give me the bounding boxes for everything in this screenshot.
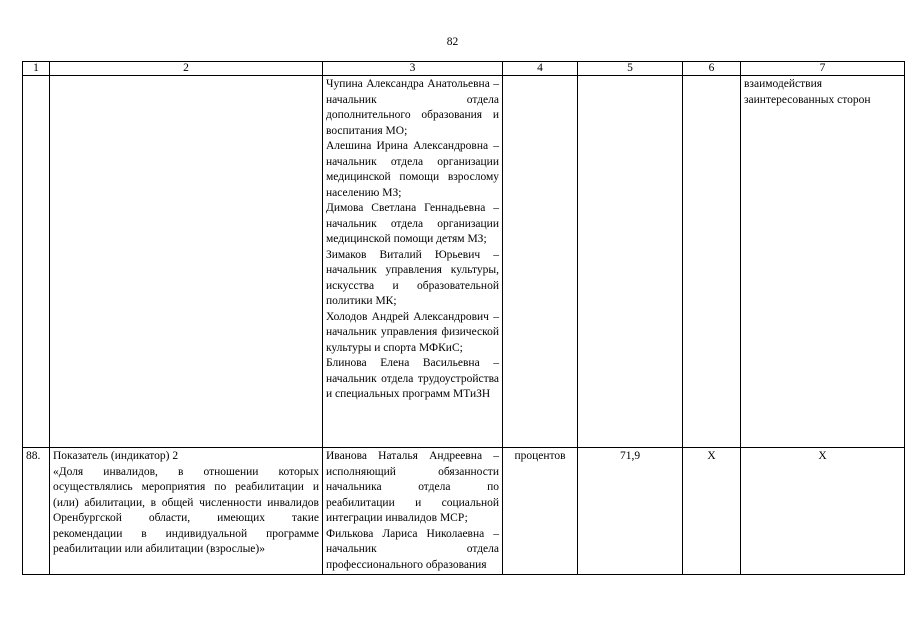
header-cell: 2 [50, 62, 323, 76]
responsible-cell: Чупина Александра Анатольевна – начальник отдела дополнительного образования и воспитания МО; Алешина Ирина Александровна – начальник отдела организации медицинской помощи взрослому населению МЗ; Димова Светлана Геннадьевна – начальник отдела организации медицинской помощи детям МЗ; Зимаков Виталий Юрьевич – начальник управления культуры, искусства и образовательной политики МК; Холодов Андрей Александрович – начальник управления физической культуры и спорта МФКиС; Блинова Елена Васильевна – начальник отдела трудоустройства и специальных программ МТиЗН [323, 76, 503, 448]
header-cell: 7 [741, 62, 905, 76]
unit-cell [503, 76, 578, 448]
header-cell: 4 [503, 62, 578, 76]
row-number-cell [23, 76, 50, 448]
indicator-cell [50, 76, 323, 448]
page-number: 82 [446, 36, 459, 48]
unit-cell: процентов [503, 448, 578, 575]
table-header-row [23, 62, 905, 76]
col6-cell: Х [683, 448, 741, 575]
table-row [23, 76, 905, 448]
table-row [23, 448, 905, 575]
value-cell [578, 76, 683, 448]
document-table [22, 61, 905, 575]
header-cell: 3 [323, 62, 503, 76]
col7-cell: взаимодействия заинтересованных сторон [741, 76, 905, 448]
indicator-cell: Показатель (индикатор) 2 «Доля инвалидов, в отношении которых осуществлялись мероприятия по реабилитации и (или) абилитации, в общей численности инвалидов Оренбургской области, имеющих такие рекомендации в индивидуальной программе реабилитации или абилитации (взрослые)» [50, 448, 323, 575]
header-cell: 5 [578, 62, 683, 76]
value-cell: 71,9 [578, 448, 683, 575]
header-cell: 6 [683, 62, 741, 76]
row-number-cell: 88. [23, 448, 50, 575]
header-cell: 1 [23, 62, 50, 76]
col6-cell [683, 76, 741, 448]
col7-cell: Х [741, 448, 905, 575]
responsible-cell: Иванова Наталья Андреевна – исполняющий обязанности начальника отдела по реабилитации и социальной интеграции инвалидов МСР; Филькова Лариса Николаевна – начальник отдела профессионального образования [323, 448, 503, 575]
